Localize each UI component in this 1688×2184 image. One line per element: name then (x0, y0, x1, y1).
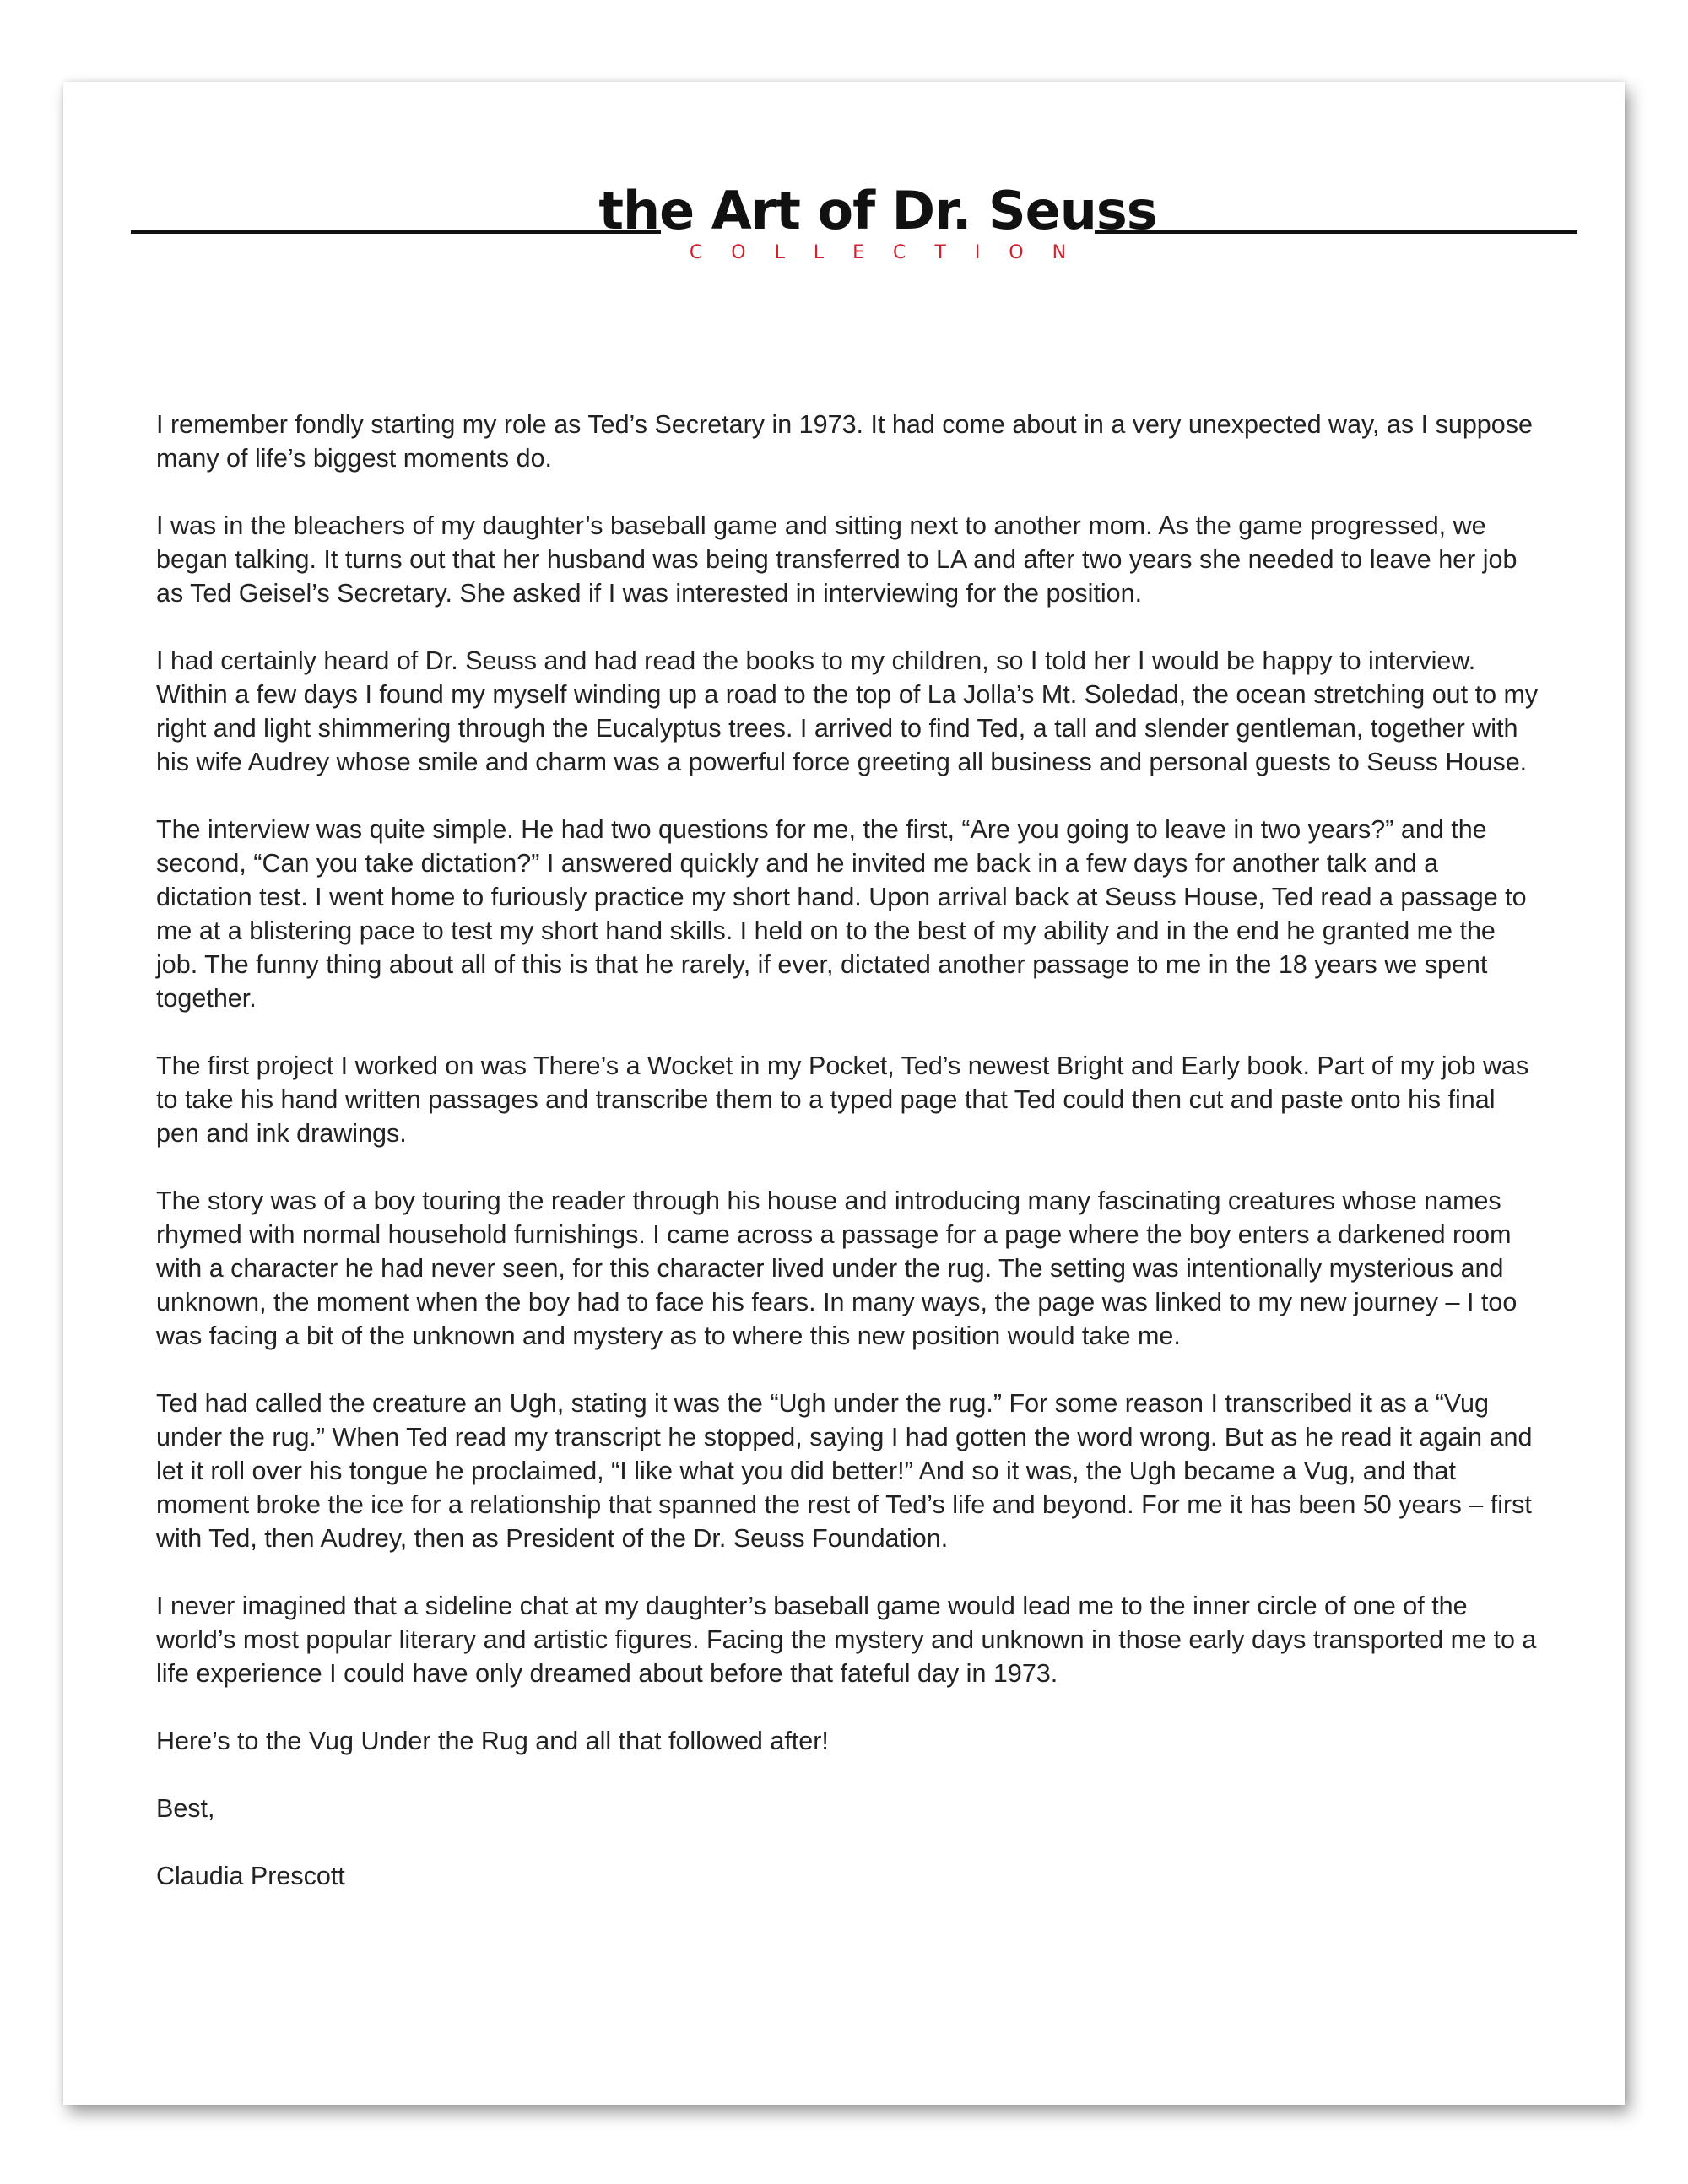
paragraph-5: The first project I worked on was There’s a Wocket in my Pocket, Ted’s newest Bright and Early book. Part of my job was to take his hand written passages and transcribe them to a typed page that Ted could then cut and paste onto his final pen and ink drawings. (156, 1051, 1529, 1148)
logo-title: the Art of Dr. Seuss (598, 180, 1157, 241)
paragraph-3: I had certainly heard of Dr. Seuss and had read the books to my children, so I told her I would be happy to interview. Within a few days I found my myself winding up a road to the top of La Jolla’s Mt. Soledad, the ocean stretching out to my right and light shimmering through the Eucalyptus trees. I arrived to find Ted, a tall and slender gentleman, together with his wife Audrey whose smile and charm was a powerful force greeting all business and personal guests to Seuss House. (156, 646, 1539, 776)
paragraph-4: The interview was quite simple. He had two questions for me, the first, “Are you going to leave in two years?” and the second, “Can you take dictation?” I answered quickly and he invited me back in a few days for another talk and a dictation test. I went home to furiously practice my short hand. Upon arrival back at Seuss House, Ted read a passage to me at a blistering pace to test my short hand skills. I held on to the best of my ability and in the end he granted me the job. The funny thing about all of this is that he rarely, if ever, dictated another passage to me in the 18 years we spent together. (156, 815, 1527, 1013)
logo (63, 181, 1688, 264)
paragraph-2: I was in the bleachers of my daughter’s baseball game and sitting next to another mom. As the game progressed, we began talking. It turns out that her husband was being transferred to LA and after two years she needed to leave her job as Ted Geisel’s Secretary. She asked if I was interested in interviewing for the position. (156, 511, 1518, 608)
letter-page (63, 82, 1625, 2105)
paragraph-7: Ted had called the creature an Ugh, stating it was the “Ugh under the rug.” For some reason I transcribed it as a “Vug under the rug.” When Ted read my transcript he stopped, saying I had gotten the word wrong. But as he read it again and let it roll over his tongue he proclaimed, “I like what you did better!” And so it was, the Ugh became a Vug, and that moment broke the ice for a relationship that spanned the rest of Ted’s life and beyond. For me it has been 50 years – first with Ted, then Audrey, then as President of the Dr. Seuss Foundation. (156, 1389, 1533, 1553)
paragraph-9: Here’s to the Vug Under the Rug and all that followed after! (156, 1727, 829, 1755)
paragraph-6: The story was of a boy touring the reader through his house and introducing many fascinating creatures whose names rhymed with normal household furnishings. I came across a passage for a page where the boy enters a darkened room with a character he had never seen, for this character lived under the rug. The setting was intentionally mysterious and unknown, the moment when the boy had to face his fears. In many ways, the page was linked to my new journey – I too was facing a bit of the unknown and mystery as to where this new position would take me. (156, 1187, 1518, 1350)
letterhead (63, 82, 1625, 301)
logo-subtitle: COLLECTION (689, 242, 1096, 263)
paragraph-1: I remember fondly starting my role as Ted’s Secretary in 1973. It had come about in a very unexpected way, as I suppose many of life’s biggest moments do. (156, 410, 1533, 473)
letter-body (156, 408, 1540, 1927)
signature: Claudia Prescott (156, 1862, 345, 1890)
paragraph-8: I never imagined that a sideline chat at my daughter’s baseball game would lead me to the inner circle of one of the world’s most popular literary and artistic figures. Facing the mystery and unknown in those early days transported me to a life experience I could have only dreamed about before that fateful day in 1973. (156, 1592, 1537, 1688)
closing: Best, (156, 1794, 215, 1823)
